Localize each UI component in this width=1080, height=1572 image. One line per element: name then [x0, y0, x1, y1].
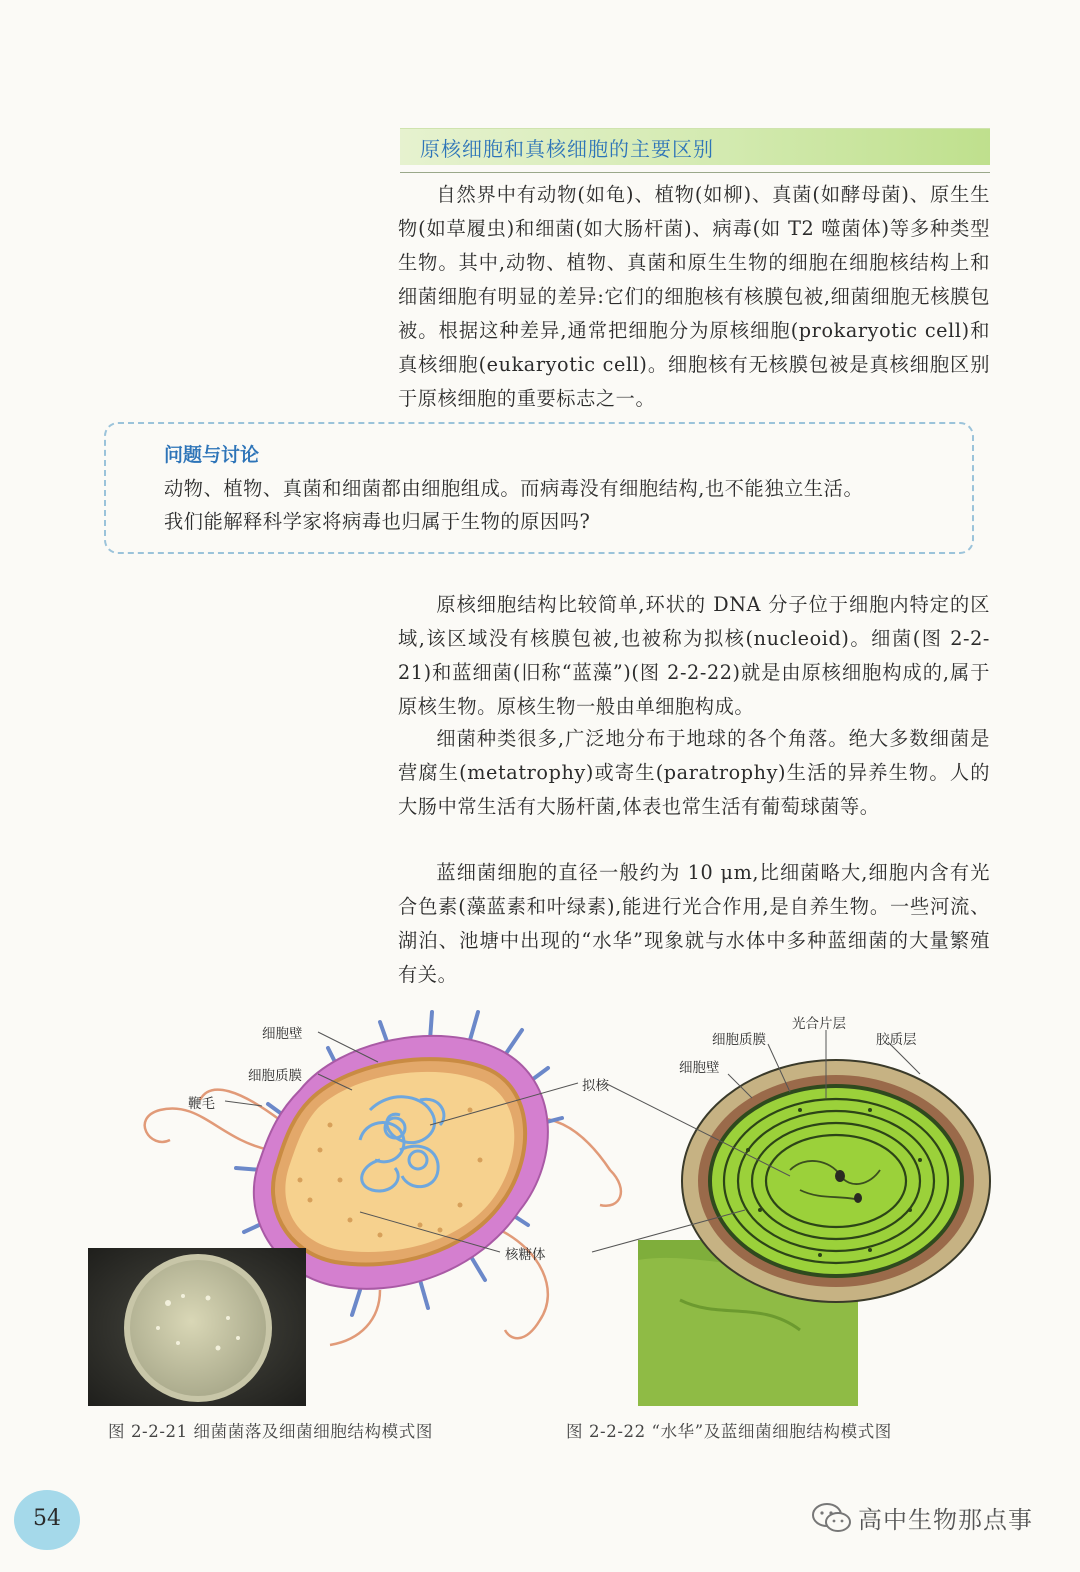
figure2-caption: 图 2-2-22 “水华”及蓝细菌细胞结构模式图 — [566, 1422, 892, 1441]
wechat-icon — [810, 1500, 854, 1536]
discussion-title: 问题与讨论 — [164, 444, 260, 466]
paragraph-4: 蓝细菌细胞的直径一般约为 10 μm,比细菌略大,细胞内含有光合色素(藻蓝素和叶绿素),能进行光合作用,是自养生物。一些河流、湖泊、池塘中出现的“水华”现象就与水体中多种蓝细菌的大量繁殖有关。 — [398, 861, 990, 986]
discussion-line-1: 动物、植物、真菌和细菌都由细胞组成。而病毒没有细胞结构,也不能独立生活。 — [164, 477, 864, 500]
fig1-label-ribosome: 核糖体 — [505, 1247, 546, 1263]
fig2-label-membrane: 细胞质膜 — [712, 1032, 766, 1048]
page-number: 54 — [33, 1506, 61, 1531]
section-title: 原核细胞和真核细胞的主要区别 — [420, 137, 714, 161]
fig2-label-sheath: 胶质层 — [876, 1032, 917, 1048]
page-number-badge — [14, 1490, 80, 1550]
discussion-line-2: 我们能解释科学家将病毒也归属于生物的原因吗? — [164, 510, 591, 533]
fig1-label-nucleoid: 拟核 — [582, 1078, 609, 1094]
fig2-label-cell-wall: 细胞壁 — [679, 1060, 720, 1076]
paragraph-1: 自然界中有动物(如龟)、植物(如柳)、真菌(如酵母菌)、原生生物(如草履虫)和细菌(如大肠杆菌)、病毒(如 T2 噬菌体)等多种类型生物。其中,动物、植物、真菌和原生生物的细胞在细胞核结构上和细菌细胞有明显的差异:它们的细胞核有核膜包被,细菌细胞无核膜包被。根据这种差异,通常把细胞分为原核细胞(prokaryotic cell)和真核细胞(eukaryotic cell)。细胞核有无核膜包被是真核细胞区别于原核细胞的重要标志之一。 — [398, 183, 990, 410]
fig1-label-membrane: 细胞质膜 — [248, 1068, 302, 1084]
fig2-label-thylakoid: 光合片层 — [792, 1016, 846, 1032]
watermark-text: 高中生物那点事 — [858, 1506, 1033, 1534]
figure1-caption: 图 2-2-21 细菌菌落及细菌细胞结构模式图 — [108, 1422, 433, 1441]
fig1-label-cell-wall: 细胞壁 — [262, 1026, 303, 1042]
cyano-cytoplasm — [712, 1088, 960, 1274]
paragraph-2: 原核细胞结构比较简单,环状的 DNA 分子位于细胞内特定的区域,该区域没有核膜包被,也被称为拟核(nucleoid)。细菌(图 2-2-21)和蓝细菌(旧称“蓝藻”)(图 2-2-22)就是由原核细胞构成的,属于原核生物。原核生物一般由单细胞构成。 — [398, 593, 990, 718]
paragraph-3: 细菌种类很多,广泛地分布于地球的各个角落。绝大多数细菌是营腐生(metatrophy)或寄生(paratrophy)生活的异养生物。人的大肠中常生活有大肠杆菌,体表也常生活有葡萄球菌等。 — [398, 727, 990, 818]
fig1-label-flagellum: 鞭毛 — [188, 1096, 215, 1112]
